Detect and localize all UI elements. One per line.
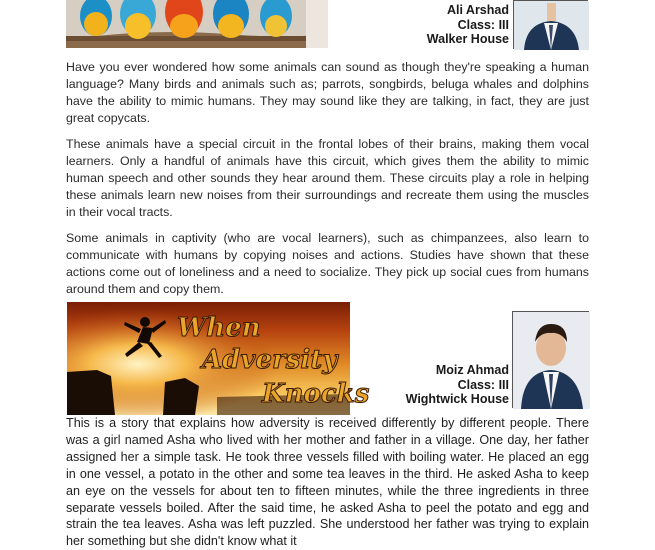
author-house: Wightwick House [405,392,509,406]
author-name: Moiz Ahmad [435,363,509,377]
adversity-banner-image [67,302,370,415]
author-block-moiz-ahmad [360,363,509,407]
author-house: Walker House [426,32,509,46]
parrots-image [66,0,328,48]
banner-title-line1: When [177,313,261,343]
article2-story-text: This is a story that explains how adversity is received differently by different people. There was a girl named Asha who lived with her mother and father in a village. One day, her father assigned her a simple task. He took three vessels filled with boiling water. He placed an egg in one vessel, a potato in the other and some tea leaves in the third. He asked Asha to keep an eye on the vessels for about ten to fifteen minutes, while the three ingredients in three separate vessels boiled. After the said time, he asked Asha to peel the potato and egg and strain the tea leaves. Asha was left puzzled. She understood her father was trying to explain her something but she didn't know what it [66,416,589,549]
banner-title-line2: Adversity [202,345,338,375]
author-class: Class: III [457,17,509,32]
article1-paragraph-2: These animals have a special circuit in the frontal lobes of their brains, making them vocal learners. Only a handful of animals have this circuit, which gives them the ability to mimic human speech and other sounds they hear around them. These circuits play a role in helping these animals learn new noises from their surroundings and recreate them using the muscles in their vocal tracts. [66,137,589,220]
author-photo-moiz [512,311,589,408]
banner-title-line3: Knocks [262,379,370,409]
author-name: Ali Arshad [446,3,509,17]
author-photo-ali [513,0,588,49]
article1-paragraph-3: Some animals in captivity (who are vocal learners), such as chimpanzees, also learn to communicate with humans by copying noises and actions. Studies have shown that these actions come out of loneliness and a need to socialize. They pick up social cues from humans around them and copy them. [66,231,589,297]
article1-paragraph-1: Have you ever wondered how some animals can sound as though they're speaking a human language? Many birds and animals such as; parrots, songbirds, beluga whales and dolphins have the ability to mimic humans. They may sound like they are talking, in fact, they are just great copycats. [66,60,589,126]
author-block-ali-arshad [360,3,509,47]
author-class: Class: III [457,377,509,392]
